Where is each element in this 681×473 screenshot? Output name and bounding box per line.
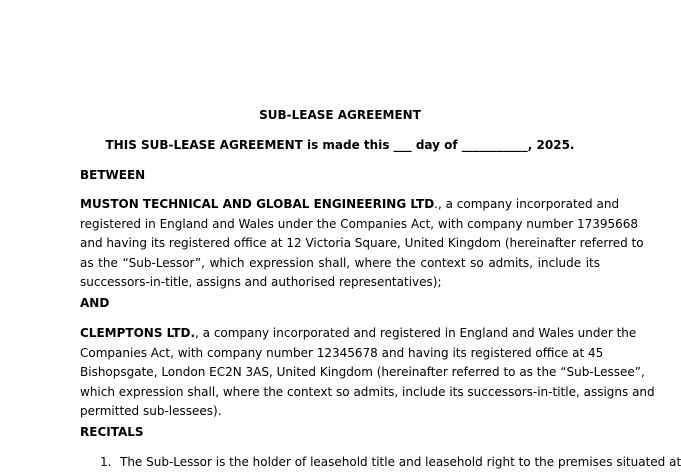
party-2-line: permitted sub-lessees). [80, 404, 222, 418]
party-1-line: as the “Sub-Lessor”, which expression shall, where the context so admits, include its [80, 255, 600, 270]
party-2-line-text: , a company incorporated and registered in England and Wales under the [195, 326, 637, 340]
party-1-name: MUSTON TECHNICAL AND GLOBAL ENGINEERING LTD [80, 197, 435, 211]
recital-text: The Sub-Lessor is the holder of leasehold title and leasehold right to the premises situated at [120, 455, 681, 469]
party-1-line: and having its registered office at 12 Victoria Square, United Kingdom (hereinafter referred to [80, 236, 644, 250]
recitals-heading: RECITALS [80, 425, 144, 439]
between-heading: BETWEEN [80, 168, 146, 182]
party-2-line: Companies Act, with company number 12345678 and having its registered office at 45 [80, 345, 604, 360]
and-heading: AND [80, 296, 110, 310]
recital-number: 1. [100, 455, 112, 469]
party-2-line: Bishopsgate, London EC2N 3AS, United Kingdom (hereinafter referred to as the “Sub-Lessee”, [80, 365, 645, 379]
party-1-line: registered in England and Wales under the Companies Act, with company number 17395668 [80, 216, 639, 231]
party-2-paragraph [80, 324, 655, 422]
party-1-line-text: ., a company incorporated and [434, 197, 620, 211]
recital-item [100, 453, 681, 473]
agreement-date-line: THIS SUB-LEASE AGREEMENT is made this ___ day of ___________, 2025. [105, 138, 575, 152]
party-2-name: CLEMPTONS LTD. [80, 326, 196, 340]
party-1-paragraph [80, 195, 644, 293]
party-1-line: successors-in-title, assigns and authorised representatives); [80, 275, 442, 289]
party-2-line: which expression shall, where the context so admits, include its successors-in-title, assigns and [80, 384, 655, 399]
document-title: SUB-LEASE AGREEMENT [259, 108, 421, 122]
party-1-line [80, 195, 620, 215]
party-2-line [80, 324, 637, 344]
